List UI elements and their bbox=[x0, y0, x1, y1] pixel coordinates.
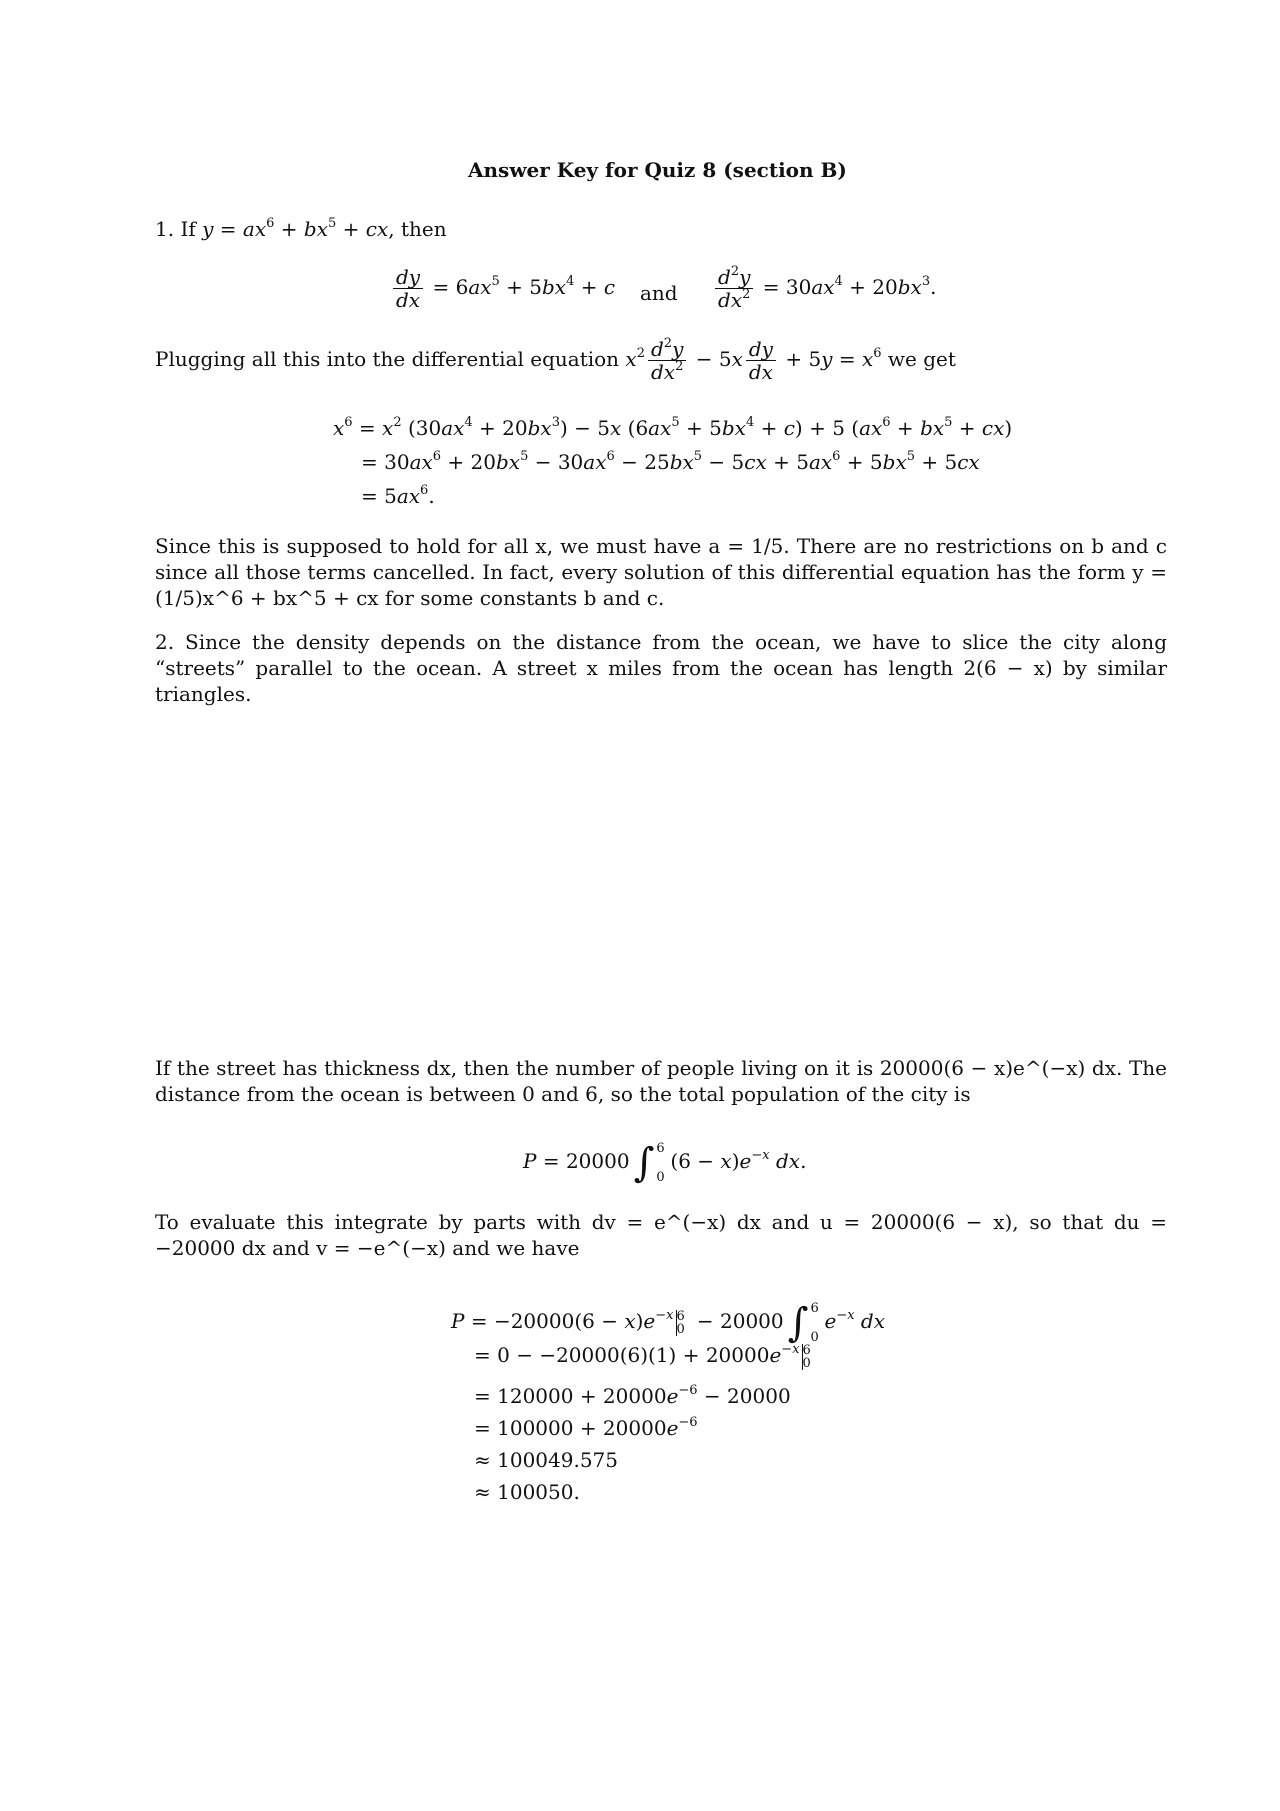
problem-2-intro: 2. Since the density depends on the distance from the ocean, we have to slice the city along “streets” parallel to the ocean. A street x miles from the ocean has length 2(6 − x) by similar triangles. bbox=[155, 630, 1167, 706]
solution-line-4: = $100000 + 20000e^{-6}$ bbox=[474, 1415, 698, 1440]
solution-line-3: = $120000 + 20000e^{-6} - 20000$ bbox=[474, 1383, 791, 1408]
problem-1-intro: 1. If $y = ax^6 + bx^5$ + cx, then bbox=[155, 216, 447, 241]
approx-value-1: 100049.575 bbox=[497, 1448, 619, 1472]
equation-line-1: $x^6 = x^2$ $(30ax^4 + 20bx^3) - 5x$ $(6ax^5 + 5bx^4 + c) + 5$ $(ax^6 + bx^5 + cx)$ bbox=[333, 415, 1013, 440]
derivative-d2y: $\frac{d^2y}{dx^2}$ = $30ax^4 + 20bx^3$. bbox=[712, 266, 936, 311]
population-integral: P = 20000 ∫ 6 0 $(6 - x)e^{-x}$ dx. bbox=[523, 1140, 807, 1186]
equation-line-2: = $30ax^6 + 20bx^5 - 30ax^6 - 25bx^5 - 5cx + 5ax^6 + 5bx^5 + 5cx$ bbox=[361, 449, 980, 474]
approx-value-2: 100050. bbox=[497, 1480, 580, 1504]
solution-line-5: ≈ 100049.575 bbox=[474, 1448, 619, 1472]
problem-2-parts: To evaluate this integrate by parts with dv = e^(−x) dx and u = 20000(6 − x), so that du = −20000 dx and v = −e^(−x) and we have bbox=[155, 1210, 1167, 1260]
solution-line-6: ≈ 100050. bbox=[474, 1480, 580, 1504]
problem-2-thickness: If the street has thickness dx, then the number of people living on it is 20000(6 − x)e^(−x) dx. The distance from the ocean is between 0 and 6, so the total population of the city is bbox=[155, 1056, 1167, 1106]
plugging-line: Plugging all this into the differential equation $x^2$ $\frac{d^2y}{dx^2}$ − 5x $\frac{dy}{dx}$ + $5y = x^6$ we get bbox=[155, 336, 956, 384]
equation-line-3: = $5ax^6$. bbox=[361, 483, 435, 508]
problem-number: 1. bbox=[155, 217, 175, 241]
and-word: and bbox=[640, 281, 678, 305]
page-title: Answer Key for Quiz 8 (section B) bbox=[468, 158, 847, 182]
problem-1-conclusion: Since this is supposed to hold for all x, we must have a = 1/5. There are no restrictions on b and c since all those terms cancelled. In fact, every solution of this differential equation has the form y = (1/5)x^6 + bx^5 + cx for some constants b and c. bbox=[155, 534, 1167, 610]
solution-line-2: = $0 - -20000(6)(1) + 20000e^{-x}$ 6 0 bbox=[474, 1342, 811, 1371]
solution-line-1: $P = -20000(6 - x)e^{-x}$ 6 0 − 20000 ∫ 6 0 $e^{-x}$ dx bbox=[451, 1300, 886, 1346]
derivative-dy: $\frac{dy}{dx}$ = $6ax^5 + 5bx^4 + c$ bbox=[390, 266, 615, 311]
